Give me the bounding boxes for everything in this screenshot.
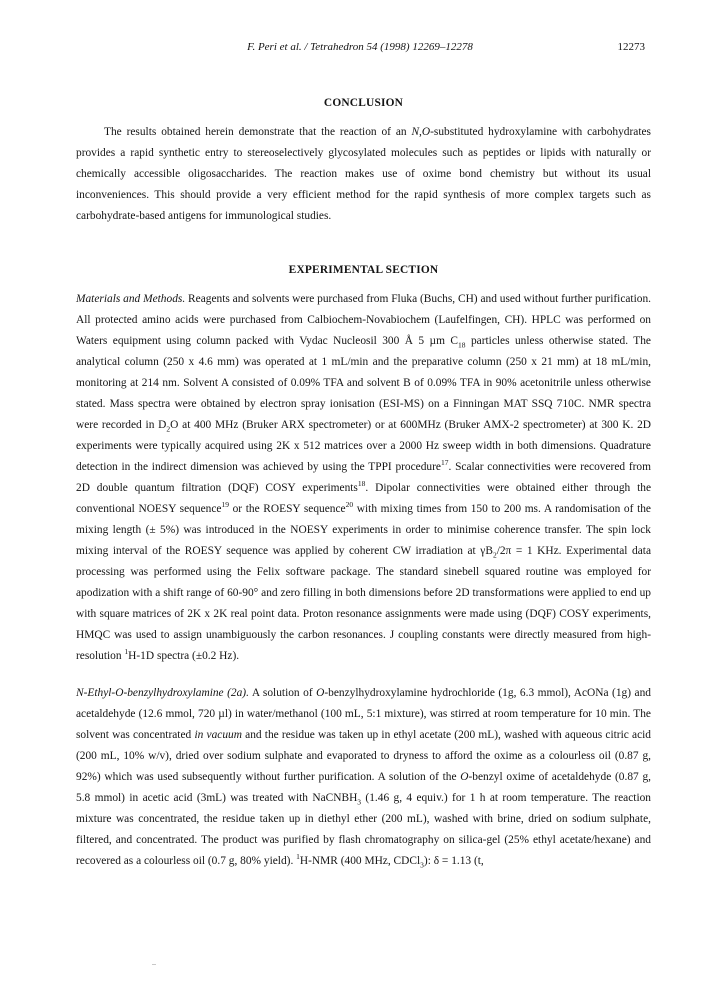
materials-methods-title: Materials and Methods. — [76, 293, 186, 305]
compound-2a-paragraph: N-Ethyl-O-benzylhydroxylamine (2a). A solution of O-benzylhydroxylamine hydrochloride (1g, 6.3 mmol), AcONa (1g) and acetaldehyde (12.6 mmol, 720 µl) in water/methanol (100 mL, 5:1 mixture), was stirred at room temperature for 10 min. The solvent was concentrated in vacuum and the residue was taken up in ethyl acetate (200 mL), washed with aqueous citric acid (200 mL, 10% w/v), dried over sodium sulphate and evaporated to dryness to afford the oxime as a colourless oil (0.87 g, 92%) which was used subsequently without further purification. A solution of the O-benzyl oxime of acetaldehyde (0.87 g, 5.8 mmol) in acetic acid (3mL) was treated with NaCNBH$_3$ (1.46 g, 4 equiv.) for 1 h at room temperature. The reaction mixture was concentrated, the residue taken up in diethyl ether (200 mL), washed with brine, dried on sodium sulphate, filtered, and concentrated. The product was purified by flash chromatography on silica-gel (25% ethyl acetate/hexane) and recovered as a colourless oil (0.7 g, 80% yield). $^1$H-NMR (400 MHz, CDCl$_3$): δ = 1.13 (t, — [76, 687, 652, 870]
experimental-heading: EXPERIMENTAL SECTION — [288, 264, 439, 276]
page-number: 12273 — [617, 41, 645, 53]
compound-2a-title: N-Ethyl-O-benzylhydroxylamine (2a). — [76, 687, 249, 699]
running-head: F. Peri et al. / Tetrahedron 54 (1998) 12269–12278 — [247, 41, 473, 53]
page-header — [0, 41, 720, 57]
conclusion-paragraph: The results obtained herein demonstrate that the reaction of an N,O-substituted hydroxylamine with carbohydrates provides a rapid synthetic entry to stereoselectively glycosylated molecules such as peptides or lipids with naturally or chemically accessible oligosaccharides. The reaction makes use of oxime bond chemistry but without its usual inconveniences. This should provide a very efficient method for the rapid synthesis of more complex targets such as carbohydrate-based antigens for immunological studies. — [76, 126, 651, 222]
conclusion-heading: CONCLUSION — [323, 97, 404, 109]
scan-mark — [152, 964, 156, 965]
materials-methods-paragraph: Materials and Methods. Reagents and solvents were purchased from Fluka (Buchs, CH) and used without further purification. All protected amino acids were purchased from Calbiochem-Novabiochem (Laufelfingen, CH). HPLC was performed on Waters equipment using column packed with Vydac Nucleosil 300 Å 5 µm $C_{18}$ particles unless otherwise stated. The analytical column (250 x 4.6 mm) was operated at 1 mL/min and the preparative column (250 x 21 mm) at 18 mL/min, monitoring at 214 nm. Solvent A consisted of 0.09% TFA and solvent B of 0.09% TFA in 90% acetonitrile unless otherwise stated. Mass spectra were obtained by electron spray ionisation (ESI-MS) on a Finningan MAT SSQ 710C. NMR spectra were recorded in $D_2O$ at 400 MHz (Bruker ARX spectrometer) or at 600MHz (Bruker AMX-2 spectrometer) at 300 K. 2D experiments were typically acquired using 2K x 512 matrices over a 2000 Hz sweep width in both dimensions. Quadrature detection in the indirect dimension was achieved by using the TPPI procedure$^{17}$. Scalar connectivities were recovered from 2D double quantum filtration (DQF) COSY experiments$^{18}$. Dipolar connectivities were obtained either through the conventional NOESY sequence$^{19}$ or the ROESY sequence$^{20}$ with mixing times from 150 to 200 ms. A randomisation of the mixing length (± 5%) was introduced in the NOESY experiments in order to minimise coherence transfer. The spin lock mixing interval of the ROESY sequence was applied by coherent CW irradiation at $\gamma B_2/2\pi = 1$ KHz. Experimental data processing was performed using the Felix software package. The standard sinebell squared routine was employed for apodization with a shift range of 60-90° and zero filling in both dimensions before 2D transformations were applied to end up with square matrices of 2K x 2K real point data. Proton resonance assignments were made using (DQF) COSY experiments, HMQC was used to assign unambiguously the carbon resonances. J coupling constants were directly measured from high-resolution $^1$H-1D spectra (±0.2 Hz). — [76, 293, 652, 662]
